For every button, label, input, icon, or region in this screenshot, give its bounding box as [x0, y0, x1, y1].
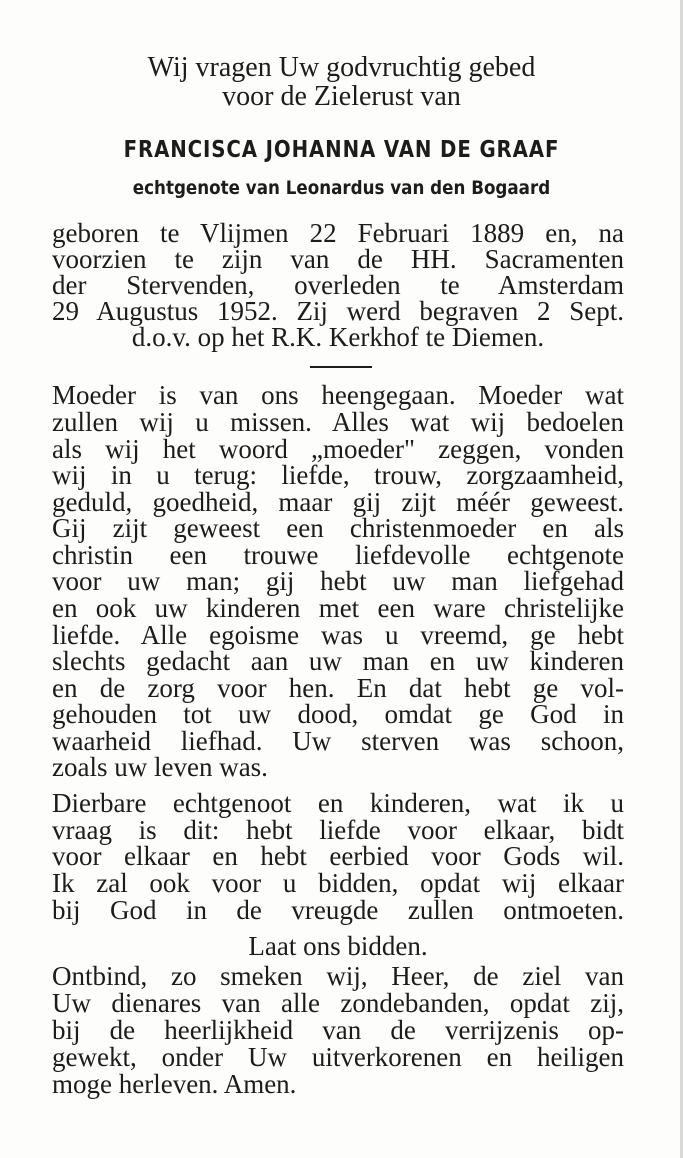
intro-line-2: voor de Zielerust van: [222, 81, 461, 112]
prayer-line: Uw dienares van alle zondebanden, opdat zij,: [52, 988, 624, 1018]
biography-line: geboren te Vlijmen 22 Februari 1889 en, na: [52, 218, 624, 248]
tribute-line: christin een trouwe liefdevolle echtgenote: [52, 540, 624, 570]
tribute-line: geduld, goedheid, maar gij zijt méér geweest.: [52, 487, 624, 517]
farewell-line: voor elkaar en hebt eerbied voor Gods wil.: [52, 841, 624, 871]
biography-line: voorzien te zijn van de HH. Sacramenten: [52, 244, 624, 274]
tribute-line: Moeder is van ons heengegaan. Moeder wat: [52, 380, 624, 410]
farewell-line: vraag is dit: hebt liefde voor elkaar, bidt: [52, 815, 624, 845]
deceased-name: FRANCISCA JOHANNA VAN DE GRAAF: [123, 137, 560, 163]
tribute-line: waarheid liefhad. Uw sterven was schoon,: [52, 726, 624, 756]
farewell-line: Ik zal ook voor u bidden, opdat wij elkaar: [52, 868, 624, 898]
tribute-line: en de zorg voor hen. En dat hebt ge vol-: [52, 673, 624, 703]
tribute-line: Gij zijt geweest een christenmoeder en als: [52, 513, 624, 543]
tribute-line: als wij het woord „moeder" zeggen, vonden: [52, 434, 624, 464]
tribute-line: gehouden tot uw dood, omdat ge God in: [52, 699, 624, 729]
biography-line: 29 Augustus 1952. Zij werd begraven 2 Sept.: [52, 296, 624, 326]
spouse-line: echtgenote van Leonardus van den Bogaard: [132, 177, 551, 199]
tribute-line: slechts gedacht aan uw man en uw kinderen: [52, 646, 624, 676]
farewell-line: Dierbare echtgenoot en kinderen, wat ik u: [52, 788, 624, 818]
intro-line-1: Wij vragen Uw godvruchtig gebed: [147, 52, 536, 83]
biography-line: der Stervenden, overleden te Amsterdam: [52, 270, 624, 300]
prayer-heading: Laat ons bidden.: [248, 931, 428, 961]
tribute-line: zullen wij u missen. Alles wat wij bedoelen: [52, 407, 624, 437]
tribute-line: voor uw man; gij hebt uw man liefgehad: [52, 566, 624, 596]
prayer-line: gewekt, onder Uw uitverkorenen en heiligen: [52, 1042, 624, 1072]
prayer-line: moge herleven. Amen.: [52, 1069, 297, 1099]
prayer-line: Ontbind, zo smeken wij, Heer, de ziel van: [52, 961, 624, 991]
prayer-line: bij de heerlijkheid van de verrijzenis op-: [52, 1015, 624, 1045]
tribute-line: en ook uw kinderen met een ware christelijke: [52, 593, 624, 623]
tribute-line: liefde. Alle egoisme was u vreemd, ge hebt: [52, 620, 624, 650]
tribute-line: zoals uw leven was.: [52, 752, 268, 782]
farewell-line: bij God in de vreugde zullen ontmoeten.: [52, 895, 624, 925]
divider-rule: [310, 366, 372, 368]
biography-line: d.o.v. op het R.K. Kerkhof te Diemen.: [131, 322, 545, 352]
tribute-line: wij in u terug: liefde, trouw, zorgzaamheid,: [52, 460, 624, 490]
